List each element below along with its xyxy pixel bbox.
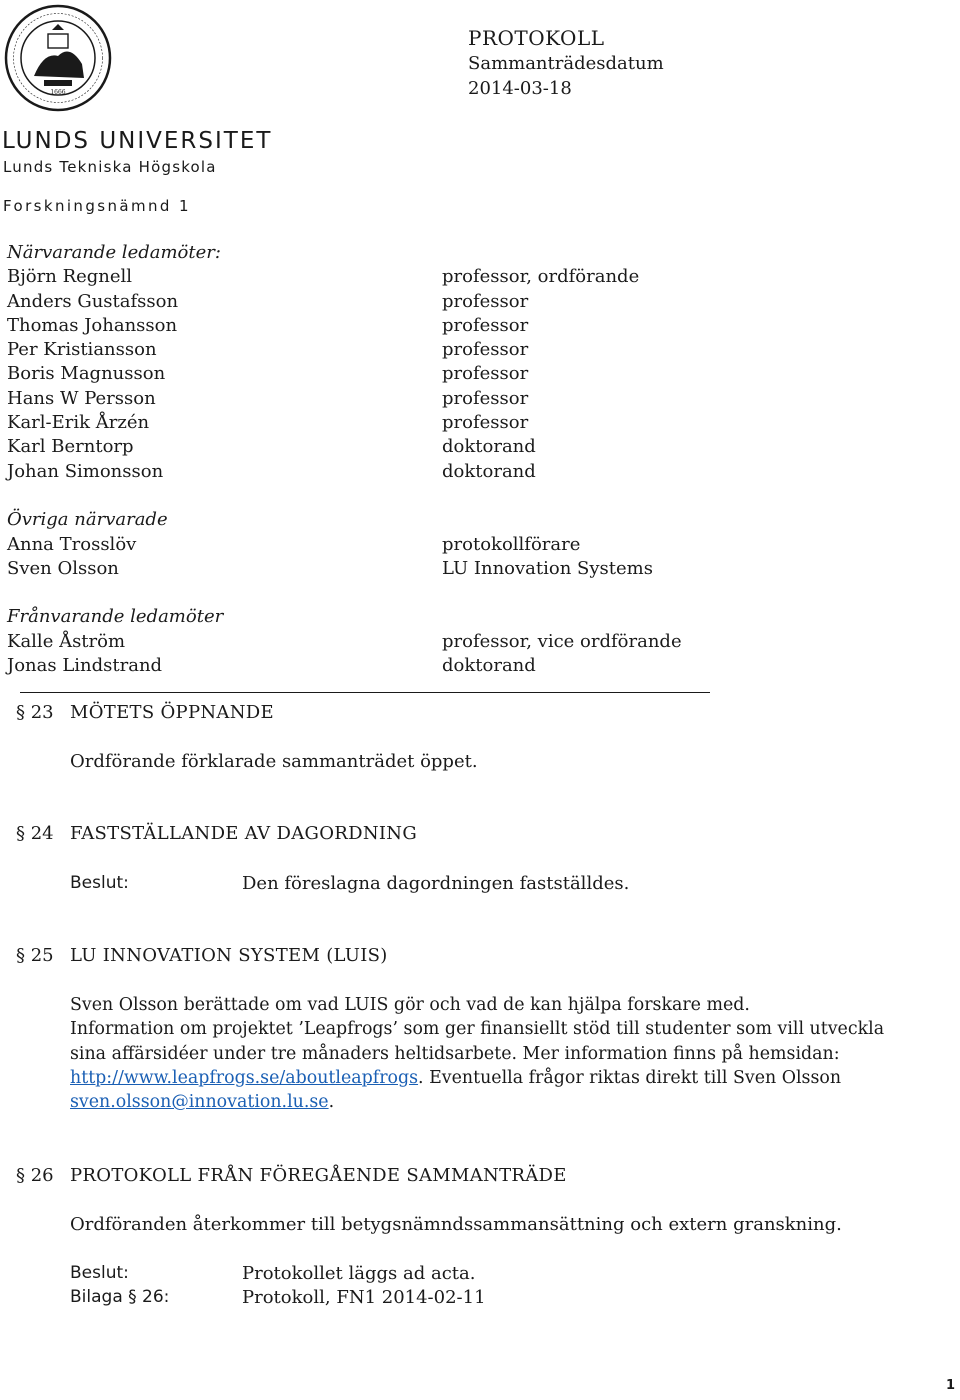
member-role: professor: [442, 387, 529, 409]
member-name: Jonas Lindstrand: [7, 655, 163, 677]
member-role: professor: [442, 339, 529, 361]
paragraph-line: [70, 1066, 884, 1090]
present-members: [7, 241, 707, 484]
member-name: Karl Berntorp: [7, 436, 134, 458]
member-role: professor: [442, 412, 529, 434]
text-span: . Eventuella frågor riktas direkt till Sven Olsson: [418, 1067, 842, 1088]
list-item: [7, 533, 707, 557]
bilaga-label: Bilaga § 26:: [70, 1287, 170, 1307]
member-role: doktorand: [442, 460, 536, 482]
section-number: 25: [30, 945, 54, 966]
section-title: LU INNOVATION SYSTEM (LUIS): [70, 945, 388, 966]
member-name: Hans W Persson: [7, 387, 156, 409]
member-name: Karl-Erik Årzén: [7, 412, 150, 434]
list-item: [7, 290, 707, 314]
member-role: doktorand: [442, 655, 536, 677]
document-type: PROTOKOLL: [468, 26, 605, 50]
member-name: Johan Simonsson: [7, 460, 164, 482]
section-sign: §: [16, 945, 25, 966]
section-23-text: Ordförande förklarade sammanträdet öppet.: [70, 751, 478, 772]
section-26-heading: [0, 1164, 800, 1189]
section-number: 26: [30, 1165, 54, 1186]
bilaga-text: Protokoll, FN1 2014-02-11: [242, 1287, 486, 1308]
paragraph-line: [70, 1090, 884, 1114]
email-link[interactable]: sven.olsson@innovation.lu.se: [70, 1092, 329, 1113]
member-name: Boris Magnusson: [7, 363, 166, 385]
attendance-list: [7, 241, 707, 678]
section-title: MÖTETS ÖPPNANDE: [70, 702, 274, 723]
present-heading: Närvarande ledamöter:: [7, 242, 221, 263]
leapfrogs-link[interactable]: http://www.leapfrogs.se/aboutleapfrogs: [70, 1067, 419, 1088]
member-name: Thomas Johansson: [7, 314, 178, 336]
absent-members: [7, 605, 707, 678]
list-item: [7, 362, 707, 386]
meeting-date: 2014-03-18: [468, 78, 572, 99]
list-item: [7, 387, 707, 411]
member-role: doktorand: [442, 436, 536, 458]
member-name: Sven Olsson: [7, 557, 119, 579]
list-item: [7, 654, 707, 678]
list-item: [7, 338, 707, 362]
section-sign: §: [16, 1165, 25, 1186]
beslut-text: Den föreslagna dagordningen fastställdes.: [242, 873, 630, 894]
divider: [20, 692, 710, 693]
section-24-heading: [0, 822, 700, 847]
list-item: [7, 557, 707, 581]
absent-heading: Frånvarande ledamöter: [7, 606, 224, 628]
section-title: FASTSTÄLLANDE AV DAGORDNING: [70, 823, 418, 844]
others-heading: Övriga närvarade: [7, 509, 168, 531]
member-role: professor: [442, 290, 529, 312]
beslut-label: Beslut:: [70, 1263, 129, 1283]
beslut-label: Beslut:: [70, 873, 129, 893]
member-role: professor, vice ordförande: [442, 630, 682, 652]
beslut-text: Protokollet läggs ad acta.: [242, 1263, 476, 1284]
member-name: Björn Regnell: [7, 266, 133, 288]
date-label: Sammanträdesdatum: [468, 53, 664, 74]
list-item: [7, 460, 707, 484]
paragraph-line: Sven Olsson berättade om vad LUIS gör och vad de kan hjälpa forskare med.: [70, 995, 750, 1015]
section-25-heading: [0, 944, 700, 969]
member-name: Anna Trosslöv: [7, 533, 137, 555]
member-role: professor, ordförande: [442, 266, 640, 288]
list-item: [7, 314, 707, 338]
paragraph-line: sina affärsidéer under tre månaders heltidsarbete. Mer information finns på hemsidan:: [70, 1043, 840, 1064]
svg-text:1666: 1666: [50, 89, 66, 96]
committee-name: Forskningsnämnd 1: [3, 197, 191, 215]
member-name: Per Kristiansson: [7, 339, 157, 361]
section-23-heading: [0, 701, 700, 726]
university-name: LUNDS UNIVERSITET: [2, 128, 273, 154]
member-role: professor: [442, 363, 529, 385]
university-seal-logo: [4, 4, 112, 112]
section-sign: §: [16, 702, 25, 723]
member-role: LU Innovation Systems: [442, 557, 653, 579]
member-name: Anders Gustafsson: [7, 290, 179, 312]
page-number: 1: [946, 1378, 956, 1393]
section-number: 24: [30, 823, 54, 844]
document-header: [468, 26, 664, 101]
list-item: [7, 265, 707, 289]
text-span: .: [328, 1092, 335, 1113]
section-26-text: Ordföranden återkommer till betygsnämndssammansättning och extern granskning.: [70, 1214, 842, 1235]
faculty-name: Lunds Tekniska Högskola: [3, 158, 217, 176]
member-role: protokollförare: [442, 533, 581, 555]
section-25-body: [70, 993, 884, 1114]
section-title: PROTOKOLL FRÅN FÖREGÅENDE SAMMANTRÄDE: [70, 1165, 567, 1186]
member-name: Kalle Åström: [7, 630, 126, 652]
list-item: [7, 435, 707, 459]
section-number: 23: [30, 702, 54, 723]
member-role: professor: [442, 314, 529, 336]
list-item: [7, 411, 707, 435]
other-attendees: [7, 508, 707, 581]
section-sign: §: [16, 823, 25, 844]
paragraph-line: Information om projektet ’Leapfrogs’ som ger finansiellt stöd till studenter som vill utveckla: [70, 1019, 885, 1040]
list-item: [7, 630, 707, 654]
